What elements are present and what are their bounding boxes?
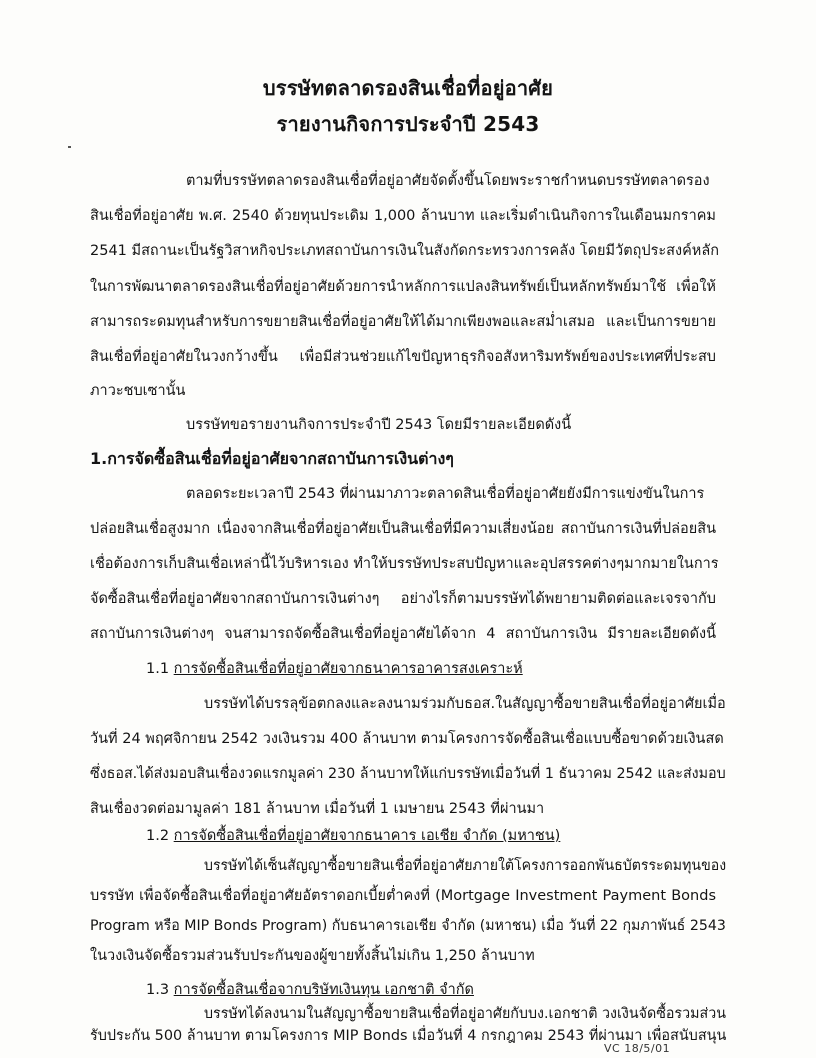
scan-speck (68, 146, 71, 148)
subsection-1-1-line-4: สินเชื่องวดต่อมามูลค่า 181 ล้านบาท เมื่อวันที่ 1 เมษายน 2543 ที่ผ่านมา (90, 801, 545, 817)
intro-line-6: สินเชื่อที่อยู่อาศัยในวงกว้างขึ้น เพื่อมีส่วนช่วยแก้ไขปัญหาธุรกิจอสังหาริมทรัพย์ของประเทศที่ประสบ (90, 349, 716, 365)
intro-line-3: 2541 มีสถานะเป็นรัฐวิสาหกิจประเภทสถาบันการเงินในสังกัดกระทรวงการคลัง โดยมีวัตถุประสงค์หลัก (90, 243, 720, 259)
subsection-1-3-heading (146, 980, 474, 1000)
subsection-1-2-line-1: บรรษัทได้เซ็นสัญญาซื้อขายสินเชื่อที่อยู่อาศัยภายใต้โครงการออกพันธบัตรระดมทุนของ (204, 858, 727, 874)
intro-line-2: สินเชื่อที่อยู่อาศัย พ.ศ. 2540 ด้วยทุนประเดิม 1,000 ล้านบาท และเริ่มดำเนินกิจการในเดือนมกราคม (90, 208, 716, 224)
section-1-heading: 1.การจัดซื้อสินเชื่อที่อยู่อาศัยจากสถาบันการเงินต่างๆ (90, 449, 454, 468)
subsection-1-3-line-1: บรรษัทได้ลงนามในสัญญาซื้อขายสินเชื่อที่อยู่อาศัยกับบง.เอกชาติ วงเงินจัดซื้อรวมส่วน (204, 1006, 726, 1022)
subsection-1-1-line-2: วันที่ 24 พฤศจิกายน 2542 วงเงินรวม 400 ล้านบาท ตามโครงการจัดซื้อสินเชื่อแบบซื้อขาดด้วยเงินสด (90, 731, 724, 747)
document-subtitle: รายงานกิจการประจำปี 2543 (276, 112, 540, 136)
intro-line-1: ตามที่บรรษัทตลาดรองสินเชื่อที่อยู่อาศัยจัดตั้งขึ้นโดยพระราชกำหนดบรรษัทตลาดรอง (186, 173, 710, 189)
section-1-line-3: เชื่อต้องการเก็บสินเชื่อเหล่านี้ไว้บริหารเอง ทำให้บรรษัทประสบปัญหาและอุปสรรคต่างๆมากมายในการ (90, 556, 719, 572)
subsection-1-1-line-3: ซึ่งธอส.ได้ส่งมอบสินเชื่องวดแรกมูลค่า 230 ล้านบาทให้แก่บรรษัทเมื่อวันที่ 1 ธันวาคม 2542 และส่งมอบ (90, 766, 726, 782)
subsection-1-3-title: การจัดซื้อสินเชื่อจากบริษัทเงินทุน เอกชาติ จำกัด (173, 982, 474, 998)
subsection-1-2-line-2: บรรษัท เพื่อจัดซื้อสินเชื่อที่อยู่อาศัยอัตราดอกเบี้ยต่ำคงที่ (Mortgage Investment Payment Bonds (90, 888, 716, 904)
intro-line-7: ภาวะชบเซานั้น (90, 383, 186, 399)
subsection-1-1-number: 1.1 (146, 661, 170, 677)
section-1-line-5: สถาบันการเงินต่างๆ จนสามารถจัดซื้อสินเชื่อที่อยู่อาศัยได้จาก 4 สถาบันการเงิน มีรายละเอียดดังนี้ (90, 626, 716, 642)
section-1-line-2: ปล่อยสินเชื่อสูงมาก เนื่องจากสินเชื่อที่อยู่อาศัยเป็นสินเชื่อที่มีความเสี่ยงน้อย สถาบันการเงินที่ปล่อยสิน (90, 521, 716, 537)
report-intro: บรรษัทขอรายงานกิจการประจำปี 2543 โดยมีรายละเอียดดังนี้ (186, 417, 572, 433)
subsection-1-2-number: 1.2 (146, 828, 170, 844)
intro-line-4: ในการพัฒนาตลาดรองสินเชื่อที่อยู่อาศัยด้วยการนำหลักการแปลงสินทรัพย์เป็นหลักทรัพย์มาใช้ เพื่อให้ (90, 279, 716, 295)
subsection-1-2-line-3: Program หรือ MIP Bonds Program) กับธนาคารเอเชีย จำกัด (มหาชน) เมื่อ วันที่ 22 กุมภาพันธ์ 2543 (90, 918, 726, 934)
subsection-1-2-line-4: ในวงเงินจัดซื้อรวมส่วนรับประกันของผู้ขายทั้งสิ้นไม่เกิน 1,250 ล้านบาท (90, 948, 535, 964)
date-stamp: VC 18/5/01 (604, 1042, 671, 1055)
subsection-1-2-title: การจัดซื้อสินเชื่อที่อยู่อาศัยจากธนาคาร เอเชีย จำกัด (มหาชน) (173, 828, 561, 844)
intro-line-5: สามารถระดมทุนสำหรับการขยายสินเชื่อที่อยู่อาศัยให้ได้มากเพียงพอและสม่ำเสมอ และเป็นการขยาย (90, 314, 716, 330)
document-title: บรรษัทตลาดรองสินเชื่อที่อยู่อาศัย (262, 76, 554, 100)
subsection-1-2-heading (146, 826, 560, 846)
section-1-line-1: ตลอดระยะเวลาปี 2543 ที่ผ่านมาภาวะตลาดสินเชื่อที่อยู่อาศัยยังมีการแข่งขันในการ (186, 486, 705, 502)
subsection-1-3-line-2: รับประกัน 500 ล้านบาท ตามโครงการ MIP Bonds เมื่อวันที่ 4 กรกฎาคม 2543 ที่ผ่านมา เพื่อสนับสนุน (90, 1028, 727, 1044)
section-1-line-4: จัดซื้อสินเชื่อที่อยู่อาศัยจากสถาบันการเงินต่างๆ อย่างไรก็ตามบรรษัทได้พยายามติดต่อและเจรจากับ (90, 591, 716, 607)
subsection-1-1-heading (146, 659, 523, 679)
subsection-1-1-title: การจัดซื้อสินเชื่อที่อยู่อาศัยจากธนาคารอาคารสงเคราะห์ (173, 661, 523, 677)
subsection-1-3-number: 1.3 (146, 982, 170, 998)
subsection-1-1-line-1: บรรษัทได้บรรลุข้อตกลงและลงนามร่วมกับธอส.ในสัญญาซื้อขายสินเชื่อที่อยู่อาศัยเมื่อ (204, 696, 726, 712)
